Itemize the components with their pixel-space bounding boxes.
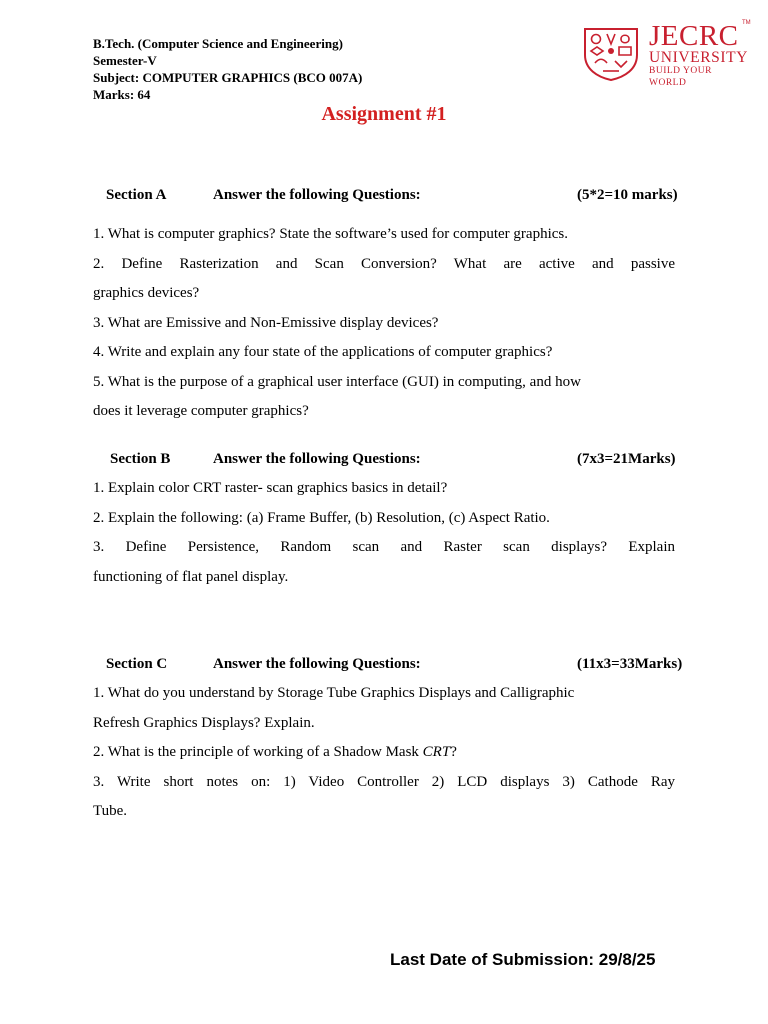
- section-name: Section C: [106, 656, 168, 672]
- logo-wordmark: [649, 22, 751, 89]
- section-b-questions: [93, 474, 675, 592]
- section-name: Section B: [110, 451, 171, 467]
- semester-line: Semester-V: [93, 53, 157, 68]
- section-marks: (7x3=21Marks): [577, 451, 676, 467]
- section-instruction: Answer the following Questions:: [213, 187, 421, 203]
- question-c3-part1: 3. Write short notes on: 1) Video Controller 2) LCD displays 3) Cathode Ray: [93, 773, 675, 790]
- question-b3-part2: functioning of flat panel display.: [93, 568, 289, 585]
- question-a2-part1: 2. Define Rasterization and Scan Conversion? What are active and passive: [93, 255, 675, 272]
- trademark-mark: TM: [742, 20, 751, 26]
- question-b1: 1. Explain color CRT raster- scan graphics basics in detail?: [93, 480, 448, 496]
- question-c2: 2. What is the principle of working of a Shadow Mask CRT?: [93, 744, 457, 760]
- question-b3-part1: 3. Define Persistence, Random scan and Raster scan displays? Explain: [93, 539, 675, 555]
- question-b2: 2. Explain the following: (a) Frame Buffer, (b) Resolution, (c) Aspect Ratio.: [93, 509, 550, 526]
- section-marks: (5*2=10 marks): [577, 187, 678, 203]
- submission-deadline: Last Date of Submission: 29/8/25: [390, 950, 656, 969]
- question-a5-part2: does it leverage computer graphics?: [93, 403, 309, 419]
- section-instruction: Answer the following Questions:: [213, 656, 421, 672]
- question-a5-part1: 5. What is the purpose of a graphical user interface (GUI) in computing, and how: [93, 373, 581, 390]
- program-line: B.Tech. (Computer Science and Engineering): [93, 36, 343, 51]
- question-a4: 4. Write and explain any four state of the applications of computer graphics?: [93, 344, 553, 360]
- question-a2-part2: graphics devices?: [93, 285, 200, 301]
- question-c1-part1: 1. What do you understand by Storage Tube Graphics Displays and Calligraphic: [93, 685, 575, 701]
- university-logo: [581, 20, 751, 88]
- question-c1-part2: Refresh Graphics Displays? Explain.: [93, 714, 315, 731]
- assignment-title: Assignment #1: [321, 103, 447, 125]
- section-b-header: [0, 451, 768, 471]
- question-a3: 3. What are Emissive and Non-Emissive display devices?: [93, 314, 439, 331]
- question-c3-part2: Tube.: [93, 803, 128, 819]
- section-c-header: [0, 656, 768, 676]
- section-instruction: Answer the following Questions:: [213, 451, 421, 467]
- question-a1: 1. What is computer graphics? State the software’s used for computer graphics.: [93, 226, 568, 242]
- crest-icon: [581, 25, 641, 81]
- section-c-questions: [93, 679, 675, 827]
- section-marks: (11x3=33Marks): [577, 656, 683, 672]
- logo-line-1: JECRC: [649, 20, 739, 52]
- section-a-header: [0, 187, 768, 207]
- marks-line: Marks: 64: [93, 87, 151, 102]
- section-name: Section A: [106, 187, 167, 203]
- logo-line-2: UNIVERSITY: [649, 49, 748, 66]
- course-info: [93, 35, 362, 103]
- subject-line: Subject: COMPUTER GRAPHICS (BCO 007A): [93, 70, 363, 85]
- logo-tagline: BUILD YOUR WORLD: [649, 66, 712, 88]
- section-a-questions: [93, 220, 675, 427]
